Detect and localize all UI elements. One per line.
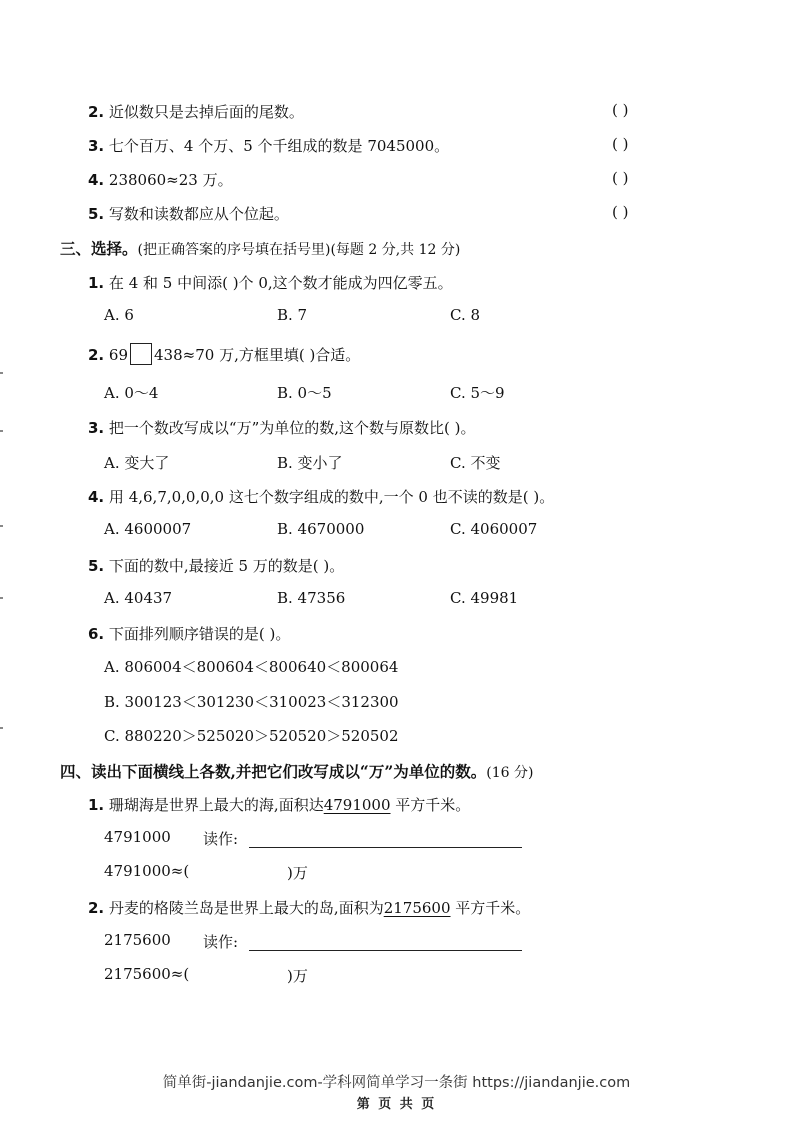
- approx-suffix: )万: [287, 864, 308, 882]
- option-c[interactable]: C. 49981: [450, 589, 519, 607]
- option-c[interactable]: C. 4060007: [450, 520, 538, 538]
- question-text: 下面排列顺序错误的是( )。: [108, 625, 291, 643]
- option-c[interactable]: C. 8: [450, 306, 481, 324]
- option-a[interactable]: A. 变大了: [104, 454, 170, 472]
- option-a[interactable]: A. 6: [104, 306, 134, 324]
- margin-tick: [0, 372, 3, 374]
- question-text: 把一个数改写成以“万”为单位的数,这个数与原数比( )。: [108, 419, 476, 437]
- item-text: 写数和读数都应从个位起。: [108, 205, 289, 223]
- item-number: 2.: [88, 103, 105, 121]
- section-note: (把正确答案的序号填在括号里)(每题 2 分,共 12 分): [137, 242, 461, 258]
- option-b[interactable]: B. 7: [277, 306, 308, 324]
- answer-paren[interactable]: ( ): [612, 203, 629, 221]
- item-number: 5.: [88, 205, 105, 223]
- item-text: 近似数只是去掉后面的尾数。: [108, 103, 304, 121]
- question-text-pre: 珊瑚海是世界上最大的海,面积达: [108, 796, 324, 814]
- question-text-post: 平方千米。: [450, 899, 531, 917]
- item-number: 2.: [88, 899, 105, 917]
- option-a[interactable]: A. 4600007: [104, 520, 192, 538]
- section-title: 四、读出下面横线上各数,并把它们改写成以“万”为单位的数。: [60, 762, 487, 781]
- approx-prefix: 2175600≈(: [104, 965, 190, 983]
- option-b[interactable]: B. 47356: [277, 589, 346, 607]
- item-number: 6.: [88, 625, 105, 643]
- section-note: (16 分): [486, 765, 534, 781]
- item-text: 七个百万、4 个万、5 个千组成的数是 7045000。: [108, 137, 450, 155]
- question-5: [88, 555, 344, 576]
- question-text-post: 438≈70 万,方框里填( )合适。: [154, 346, 361, 364]
- item-number: 2.: [88, 346, 105, 364]
- option-b[interactable]: B. 0～5: [277, 384, 332, 402]
- footer-text: 简单街-jiandanjie.com-学科网简单学习一条街 https://jiandanjie.com: [162, 1075, 631, 1091]
- question-1: [88, 272, 453, 293]
- approx-suffix: )万: [287, 967, 308, 985]
- page-number: 第 页 共 页: [356, 1097, 437, 1112]
- digit-box[interactable]: [130, 343, 152, 365]
- option-a[interactable]: A. 0～4: [104, 384, 159, 402]
- option-c[interactable]: C. 880220＞525020＞520520＞520502: [104, 727, 399, 745]
- judge-item: [88, 135, 449, 156]
- option-c[interactable]: C. 不变: [450, 454, 501, 472]
- item-number: 5.: [88, 557, 105, 575]
- section-three-header: [60, 237, 460, 259]
- margin-tick: [0, 430, 3, 432]
- option-b[interactable]: B. 4670000: [277, 520, 365, 538]
- option-b[interactable]: B. 变小了: [277, 454, 343, 472]
- read-answer-line[interactable]: [249, 950, 522, 951]
- question-1: [88, 794, 470, 815]
- item-number: 1.: [88, 796, 105, 814]
- question-text-pre: 丹麦的格陵兰岛是世界上最大的岛,面积为: [108, 899, 384, 917]
- answer-paren[interactable]: ( ): [612, 101, 629, 119]
- option-a[interactable]: A. 40437: [104, 589, 173, 607]
- number-value: 4791000: [104, 828, 171, 846]
- question-2: [88, 897, 530, 918]
- judge-item: [88, 101, 304, 122]
- question-text: 下面的数中,最接近 5 万的数是( )。: [108, 557, 345, 575]
- margin-tick: [0, 727, 3, 729]
- item-number: 4.: [88, 488, 105, 506]
- item-number: 3.: [88, 419, 105, 437]
- option-b[interactable]: B. 300123＜301230＜310023＜312300: [104, 693, 399, 711]
- approx-prefix: 4791000≈(: [104, 862, 190, 880]
- section-title: 三、选择。: [60, 239, 138, 258]
- option-c[interactable]: C. 5～9: [450, 384, 505, 402]
- margin-tick: [0, 597, 3, 599]
- question-2: [88, 343, 360, 365]
- item-number: 4.: [88, 171, 105, 189]
- question-text-post: 平方千米。: [390, 796, 471, 814]
- read-answer-line[interactable]: [249, 847, 522, 848]
- question-text: 用 4,6,7,0,0,0,0 这七个数字组成的数中,一个 0 也不读的数是( )。: [108, 488, 555, 506]
- question-text-pre: 69: [108, 346, 129, 364]
- question-4: [88, 486, 554, 507]
- underlined-number: 4791000: [323, 796, 391, 814]
- answer-paren[interactable]: ( ): [612, 169, 629, 187]
- judge-item: [88, 169, 233, 190]
- question-6: [88, 623, 290, 644]
- question-3: [88, 417, 476, 438]
- question-text: 在 4 和 5 中间添( )个 0,这个数才能成为四亿零五。: [108, 274, 453, 292]
- number-value: 2175600: [104, 931, 171, 949]
- item-text: 238060≈23 万。: [108, 171, 233, 189]
- item-number: 3.: [88, 137, 105, 155]
- answer-paren[interactable]: ( ): [612, 135, 629, 153]
- section-four-header: [60, 760, 533, 782]
- read-label: 读作:: [203, 830, 239, 848]
- option-a[interactable]: A. 806004＜800604＜800640＜800064: [104, 658, 399, 676]
- read-label: 读作:: [203, 933, 239, 951]
- underlined-number: 2175600: [383, 899, 451, 917]
- judge-item: [88, 203, 289, 224]
- margin-tick: [0, 525, 3, 527]
- item-number: 1.: [88, 274, 105, 292]
